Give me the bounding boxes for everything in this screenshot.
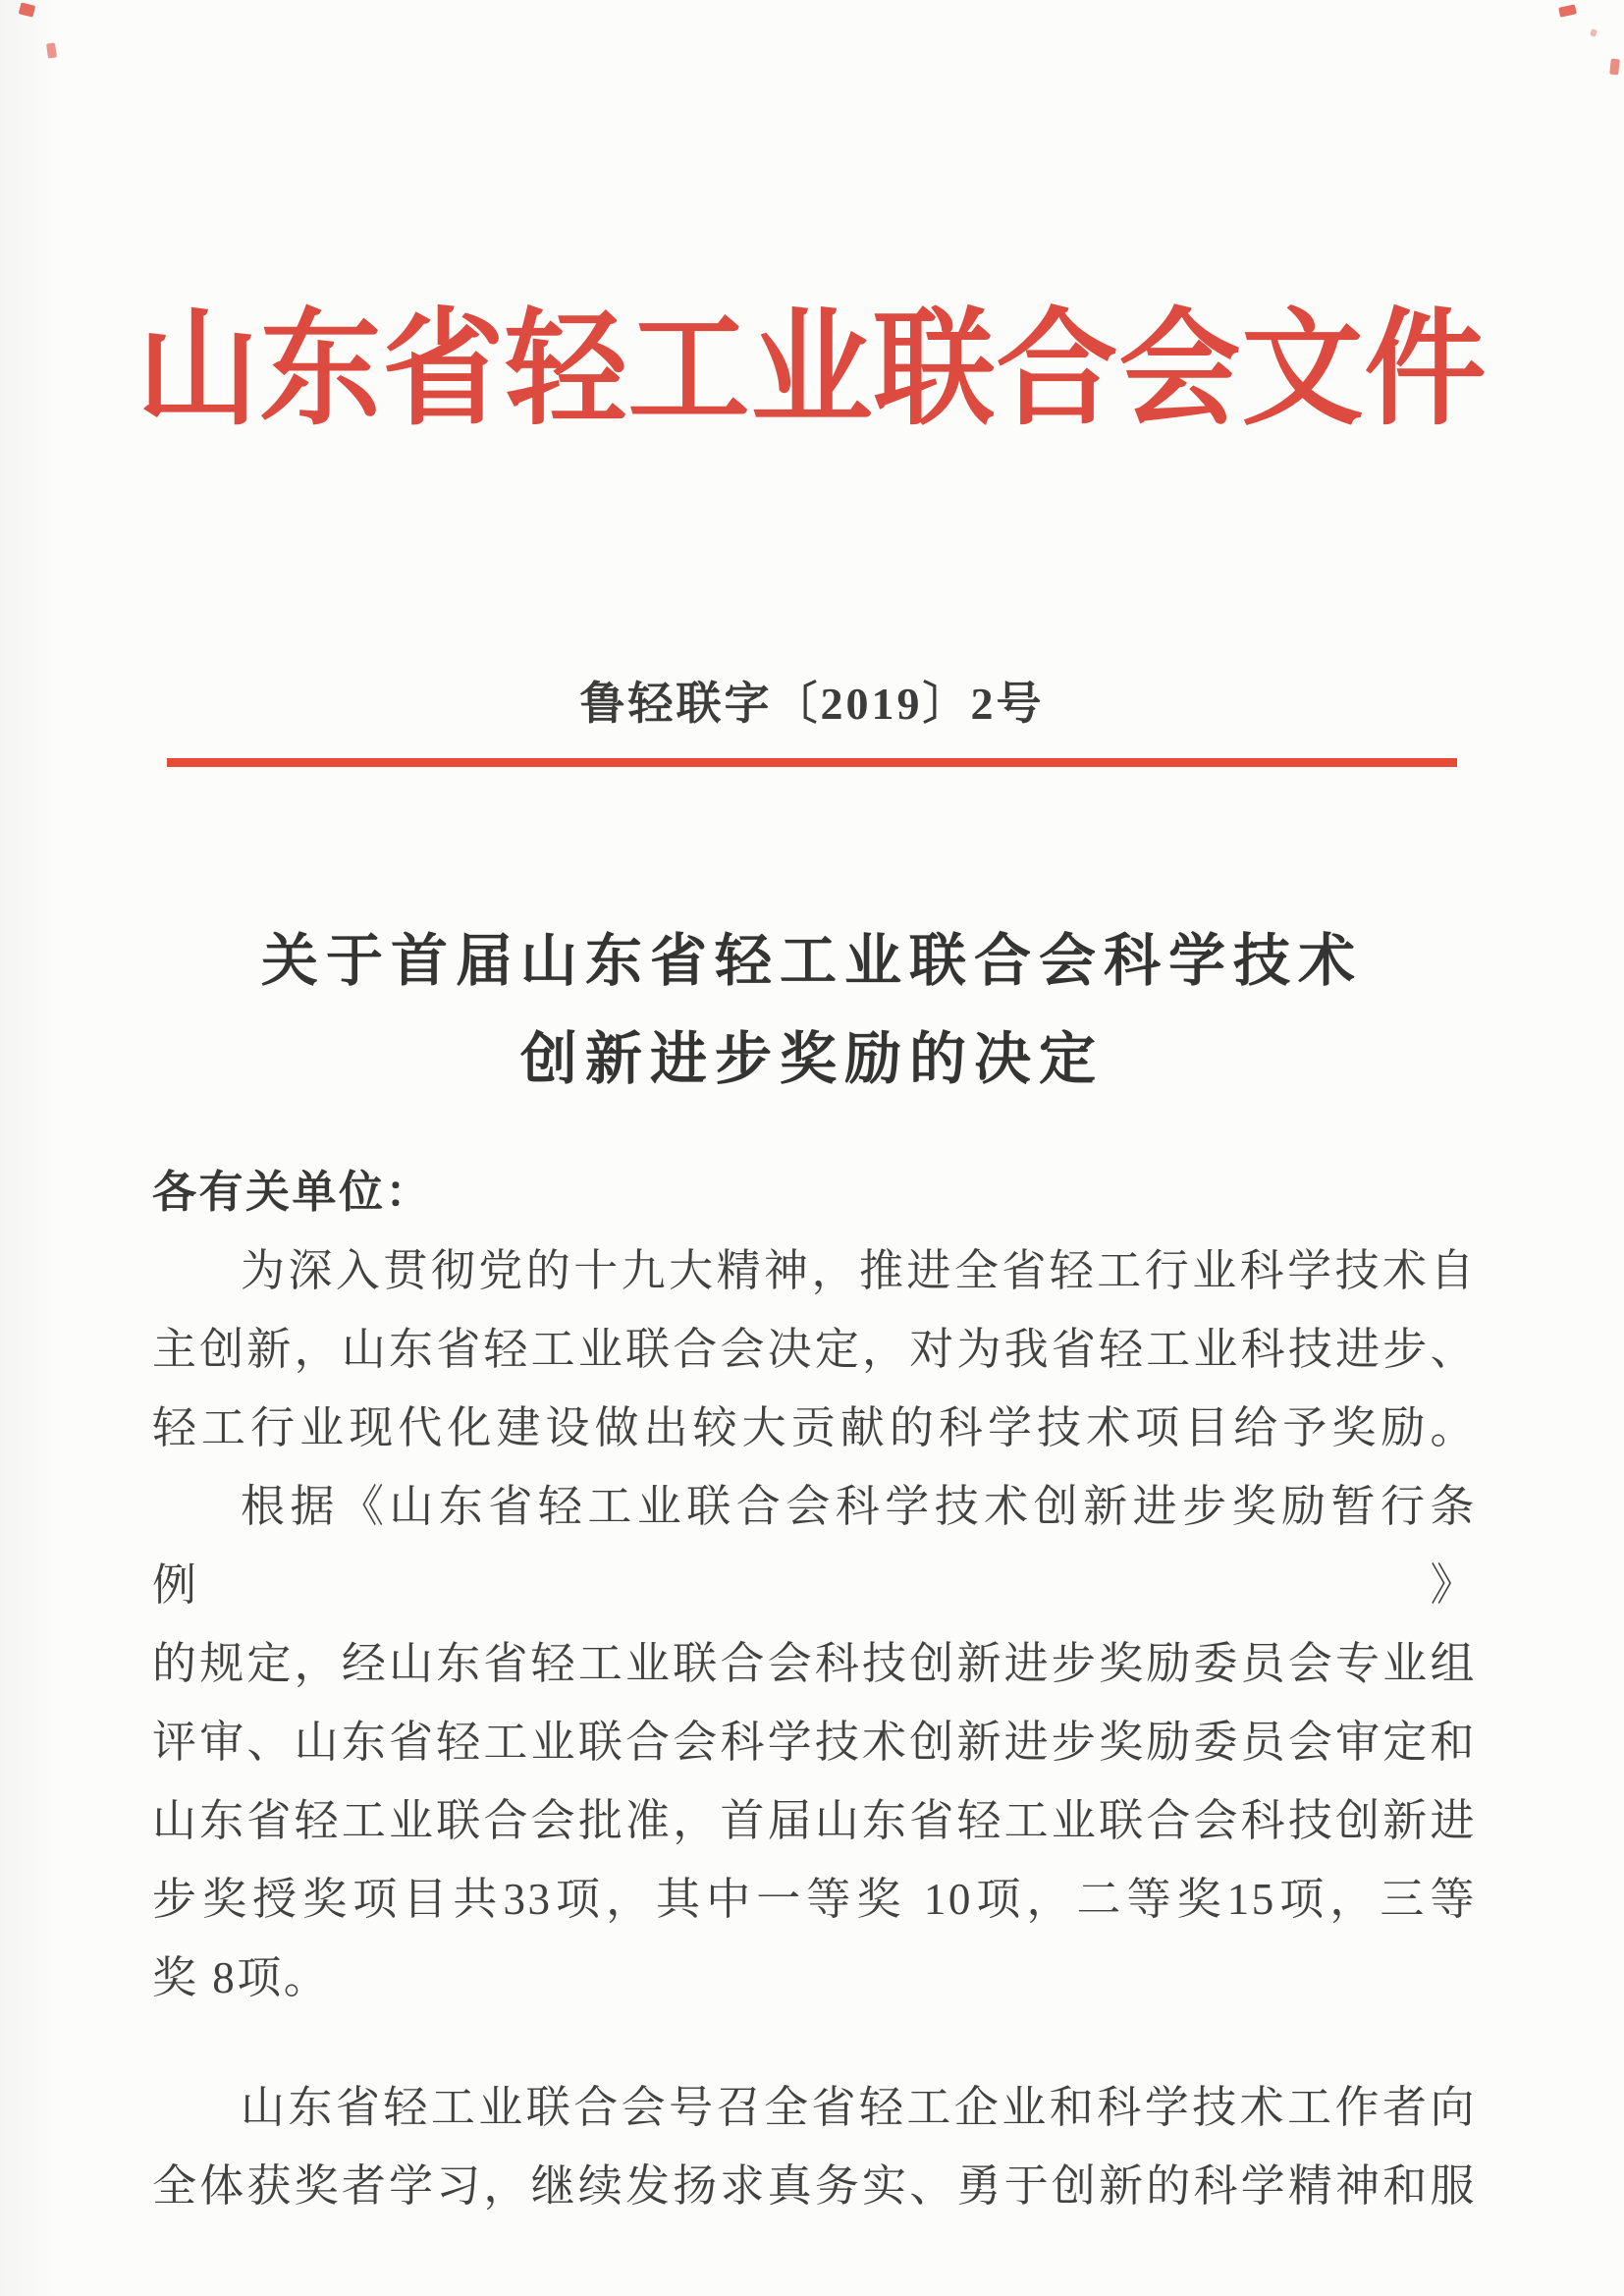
body-line: 山东省轻工业联合会批准，首届山东省轻工业联合会科技创新进 xyxy=(152,1795,1477,1845)
letterhead-title: 山东省轻工业联合会文件 xyxy=(136,299,1488,441)
body-line: 的规定，经山东省轻工业联合会科技创新进步奖励委员会专业组 xyxy=(152,1638,1477,1688)
body-line: 为深入贯彻党的十九大精神，推进全省轻工行业科学技术自 xyxy=(241,1245,1477,1295)
body-line: 步奖授奖项目共33项，其中一等奖 10项，二等奖15项，三等 xyxy=(152,1874,1477,1924)
body-line: 评审、山东省轻工业联合会科学技术创新进步奖励委员会审定和 xyxy=(152,1717,1477,1767)
body-line: 奖 8项。 xyxy=(152,1952,331,2002)
body-line: 轻工行业现代化建设做出较大贡献的科学技术项目给予奖励。 xyxy=(152,1402,1477,1452)
document-body xyxy=(152,1153,1477,2225)
body-line: 全体获奖者学习，继续发扬求真务实、勇于创新的科学精神和服 xyxy=(152,2160,1477,2211)
body-line: 主创新，山东省轻工业联合会决定，对为我省轻工业科技进步、 xyxy=(152,1324,1477,1374)
document-number: 鲁轻联字〔2019〕2号 xyxy=(579,678,1045,729)
document-title xyxy=(0,912,1624,1109)
document-title-line1: 关于首届山东省轻工业联合会科学技术 xyxy=(260,928,1363,993)
salutation: 各有关单位： xyxy=(152,1167,433,1217)
body-line: 山东省轻工业联合会号召全省轻工企业和科学技术工作者向 xyxy=(241,2082,1477,2132)
body-line: 根据《山东省轻工业联合会科学技术创新进步奖励暂行条例》 xyxy=(152,1481,1477,1610)
red-divider-rule xyxy=(167,758,1457,767)
document-title-line2: 创新进步奖励的决定 xyxy=(519,1026,1104,1091)
